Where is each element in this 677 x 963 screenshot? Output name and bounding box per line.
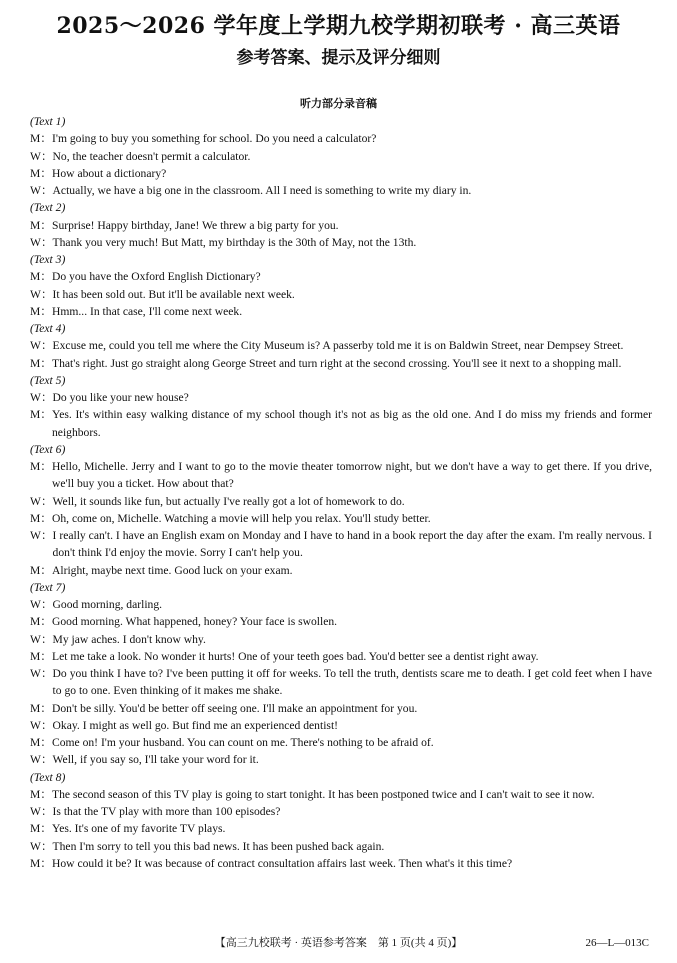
utterance-text: Let me take a look. No wonder it hurts! One of your teeth goes bad. You'd better see a dentist right away.	[52, 649, 539, 663]
utterance-text: Yes. It's within easy walking distance of my school though it's not as big as the old one. And I do miss my friends and former neighbors.	[52, 408, 652, 439]
speaker-label: M：	[30, 218, 52, 232]
dialogue-line	[30, 182, 652, 199]
utterance-text: Surprise! Happy birthday, Jane! We threw a big party for you.	[52, 218, 339, 232]
utterance-text: Do you like your new house?	[52, 391, 189, 404]
utterance-text: Do you think I have to? I've been putting it off for weeks. To tell the truth, dentists scare me to death. I get cold feet when I have to go to one. Even thinking of it makes me shake.	[52, 667, 652, 698]
dialogue-line	[30, 355, 652, 372]
utterance-text: Don't be silly. You'd be better off seeing one. I'll make an appointment for you.	[52, 701, 418, 715]
dialogue-line	[30, 613, 652, 630]
utterance-text: Then I'm sorry to tell you this bad news. It has been pushed back again.	[52, 839, 385, 853]
speaker-label: W：	[30, 753, 53, 767]
section-heading: 听力部分录音稿	[300, 97, 377, 110]
utterance-text: Good morning. What happened, honey? Your face is swollen.	[52, 615, 338, 629]
speaker-label: W：	[30, 529, 53, 542]
speaker-label: W：	[30, 667, 53, 680]
utterance-text: Well, it sounds like fun, but actually I've really got a lot of homework to do.	[52, 494, 405, 508]
text-label: (Text 7)	[30, 580, 66, 594]
speaker-label: W：	[30, 235, 53, 249]
dialogue-line	[30, 838, 652, 855]
utterance-text: The second season of this TV play is going to start tonight. It has been postponed twice and I can't wait to see it now.	[52, 787, 595, 801]
utterance-text: Okay. I might as well go. But find me an experienced dentist!	[52, 718, 339, 732]
speaker-label: W：	[30, 839, 53, 853]
dialogue-line	[30, 820, 652, 837]
text-label: (Text 5)	[30, 373, 66, 387]
text-label: (Text 4)	[30, 322, 66, 335]
dialogue-line	[30, 510, 652, 527]
utterance-text: Come on! I'm your husband. You can count on me. There's nothing to be afraid of.	[52, 736, 434, 749]
dialogue-line	[30, 665, 652, 700]
speaker-label: M：	[30, 166, 52, 180]
dialogue-line	[30, 234, 652, 251]
dialogue-line	[30, 527, 652, 562]
dialogue-line	[30, 631, 652, 648]
speaker-label: M：	[30, 356, 52, 370]
speaker-label: M：	[30, 511, 52, 525]
speaker-label: W：	[30, 287, 53, 301]
speaker-label: W：	[30, 494, 53, 508]
utterance-text: Good morning, darling.	[52, 598, 163, 611]
utterance-text: Oh, come on, Michelle. Watching a movie will help you relax. You'll study better.	[52, 511, 431, 525]
dialogue-line	[30, 786, 652, 803]
dialogue-line	[30, 458, 652, 493]
utterance-text: Do you have the Oxford English Dictionary?	[52, 270, 261, 284]
dialogue-line	[30, 717, 652, 734]
dialogue-line	[30, 751, 652, 768]
utterance-text: Well, if you say so, I'll take your word for it.	[52, 753, 259, 767]
utterance-text: Excuse me, could you tell me where the City Museum is? A passerby told me it is on Baldwin Street, near Dempsey Street.	[52, 339, 624, 353]
utterance-text: I'm going to buy you something for school. Do you need a calculator?	[52, 132, 377, 146]
utterance-text: Is that the TV play with more than 100 episodes?	[52, 805, 281, 818]
speaker-label: M：	[30, 408, 52, 422]
speaker-label: W：	[30, 718, 53, 732]
dialogue-line	[30, 337, 652, 354]
dialogue-line	[30, 562, 652, 579]
dialogue-line	[30, 268, 652, 285]
dialogue-line	[30, 389, 652, 406]
speaker-label: M：	[30, 649, 52, 663]
speaker-label: M：	[30, 701, 52, 715]
utterance-text: No, the teacher doesn't permit a calculator.	[52, 149, 251, 163]
dialogue-line	[30, 734, 652, 751]
dialogue-line	[30, 406, 652, 441]
utterance-text: Hmm... In that case, I'll come next week.	[52, 304, 243, 318]
speaker-label: M：	[30, 563, 52, 577]
utterance-text: Hello, Michelle. Jerry and I want to go to the movie theater tomorrow night, but we don't have a way to get there. If you drive, we'll buy you a ticket. How about that?	[52, 460, 652, 491]
utterance-text: How about a dictionary?	[52, 166, 167, 180]
speaker-label: W：	[30, 184, 53, 197]
utterance-text: I really can't. I have an English exam on Monday and I have to hand in a book report the day after the exam. I'm really nervous. I don't think I'd enjoy the movie. Sorry I can't help you.	[52, 529, 652, 560]
text-label: (Text 8)	[30, 770, 66, 784]
utterance-text: Thank you very much! But Matt, my birthday is the 30th of May, not the 13th.	[52, 235, 417, 249]
text-label: (Text 1)	[30, 115, 66, 128]
dialogue-line	[30, 286, 652, 303]
dialogue-line	[30, 303, 652, 320]
dialogue-line	[30, 648, 652, 665]
dialogue-line	[30, 855, 652, 872]
speaker-label: M：	[30, 460, 52, 473]
dialogue-line	[30, 217, 652, 234]
dialogue-line	[30, 165, 652, 182]
text-label: (Text 3)	[30, 253, 66, 266]
page-footer	[0, 934, 677, 952]
text-label: (Text 2)	[30, 201, 66, 215]
speaker-label: W：	[30, 339, 53, 353]
utterance-text: My jaw aches. I don't know why.	[52, 632, 206, 646]
dialogue-line	[30, 130, 652, 147]
page-title: 2025～2026 学年度上学期九校学期初联考 · 高三英语	[56, 13, 621, 39]
utterance-text: It has been sold out. But it'll be available next week.	[52, 287, 295, 301]
utterance-text: That's right. Just go straight along George Street and turn right at the second crossing. You'll see it next to a shopping mall.	[52, 356, 622, 370]
utterance-text: How could it be? It was because of contract consultation affairs last week. Then what's it this time?	[52, 856, 513, 870]
speaker-label: M：	[30, 856, 52, 870]
footer-page-info: 【高三九校联考 · 英语参考答案 第 1 页(共 4 页)】	[214, 937, 463, 949]
speaker-label: W：	[30, 149, 53, 163]
speaker-label: M：	[30, 132, 52, 146]
speaker-label: M：	[30, 736, 52, 749]
dialogue-line	[30, 596, 652, 613]
speaker-label: W：	[30, 598, 53, 611]
speaker-label: W：	[30, 391, 53, 404]
page-subtitle: 参考答案、提示及评分细则	[236, 48, 441, 68]
footer-code: 26—L—013C	[585, 937, 649, 949]
speaker-label: M：	[30, 822, 52, 836]
speaker-label: W：	[30, 805, 53, 818]
dialogue-line	[30, 148, 652, 165]
utterance-text: Yes. It's one of my favorite TV plays.	[52, 822, 226, 836]
speaker-label: M：	[30, 270, 52, 284]
utterance-text: Alright, maybe next time. Good luck on your exam.	[52, 563, 293, 577]
dialogue-line	[30, 700, 652, 717]
text-label: (Text 6)	[30, 442, 66, 456]
utterance-text: Actually, we have a big one in the classroom. All I need is something to write my diary in.	[52, 184, 472, 197]
speaker-label: M：	[30, 787, 52, 801]
dialogue-line	[30, 493, 652, 510]
speaker-label: M：	[30, 615, 52, 629]
listening-transcript	[30, 113, 652, 872]
speaker-label: W：	[30, 632, 53, 646]
speaker-label: M：	[30, 304, 52, 318]
dialogue-line	[30, 803, 652, 820]
